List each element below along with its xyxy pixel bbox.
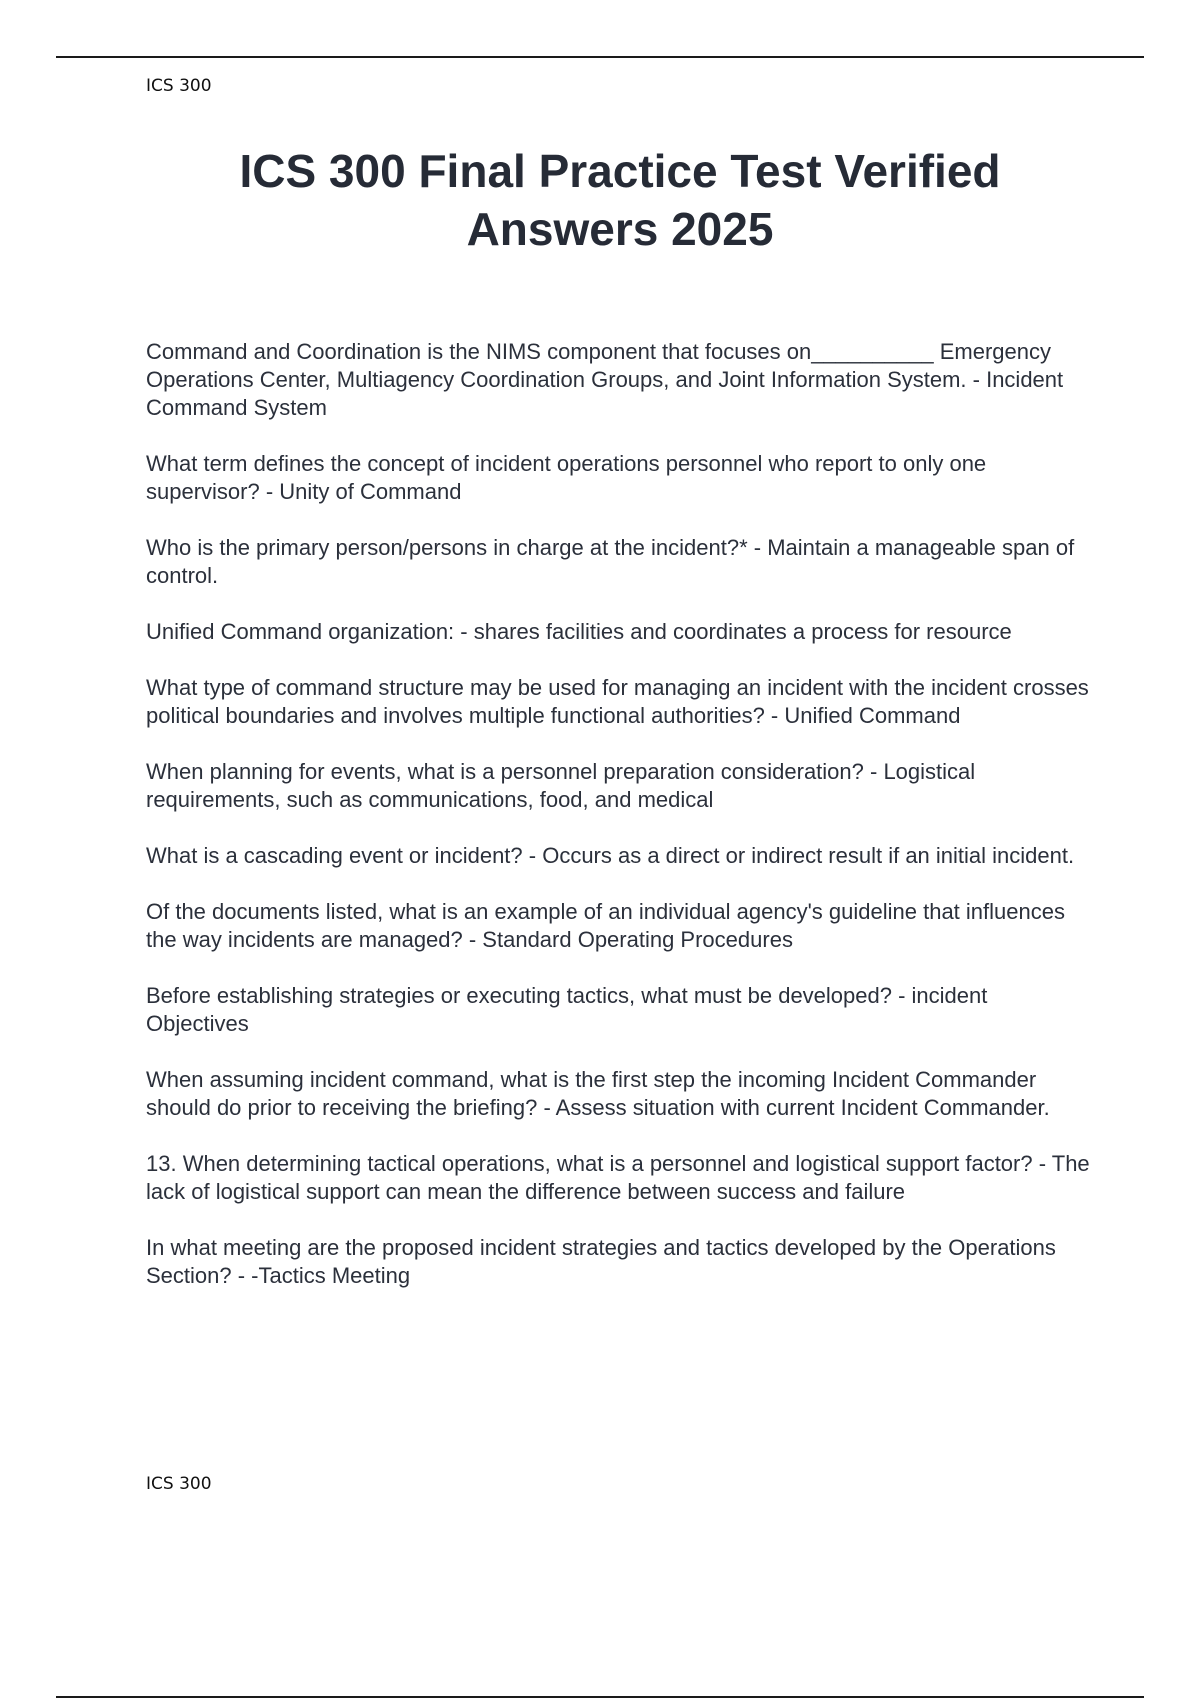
qa-item-11: 13. When determining tactical operations, what is a personnel and logistical support factor? - The lack of logistical support can mean the difference between success and failure (146, 1151, 1090, 1204)
document-title: ICS 300 Final Practice Test Verified Answers 2025 (239, 145, 1001, 255)
qa-item-6: When planning for events, what is a personnel preparation consideration? - Logistical requirements, such as communications, food, and medical (146, 759, 976, 812)
qa-item-8: Of the documents listed, what is an example of an individual agency's guideline that influences the way incidents are managed? - Standard Operating Procedures (146, 899, 1065, 952)
running-header: ICS 300 (146, 76, 212, 96)
bottom-rule (56, 1696, 1144, 1698)
running-footer: ICS 300 (146, 1474, 212, 1494)
qa-item-4: Unified Command organization: - shares facilities and coordinates a process for resource (146, 619, 1012, 644)
top-rule (56, 56, 1144, 58)
qa-item-10: When assuming incident command, what is the first step the incoming Incident Commander should do prior to receiving the briefing? - Assess situation with current Incident Commander. (146, 1067, 1050, 1120)
qa-item-5: What type of command structure may be used for managing an incident with the incident crosses political boundaries and involves multiple functional authorities? - Unified Command (146, 675, 1089, 728)
qa-item-3: Who is the primary person/persons in charge at the incident?* - Maintain a manageable span of control. (146, 535, 1075, 588)
qa-item-12: In what meeting are the proposed incident strategies and tactics developed by the Operations Section? - -Tactics Meeting (146, 1235, 1056, 1288)
qa-item-9: Before establishing strategies or executing tactics, what must be developed? - incident Objectives (146, 983, 988, 1036)
qa-item-1: Command and Coordination is the NIMS component that focuses on__________ Emergency Operations Center, Multiagency Coordination Groups, and Joint Information System. - Incident Command System (146, 339, 1064, 420)
qa-item-2: What term defines the concept of incident operations personnel who report to only one supervisor? - Unity of Command (146, 451, 987, 504)
qa-list (146, 338, 1096, 1318)
qa-item-7: What is a cascading event or incident? - Occurs as a direct or indirect result if an initial incident. (146, 843, 1075, 868)
